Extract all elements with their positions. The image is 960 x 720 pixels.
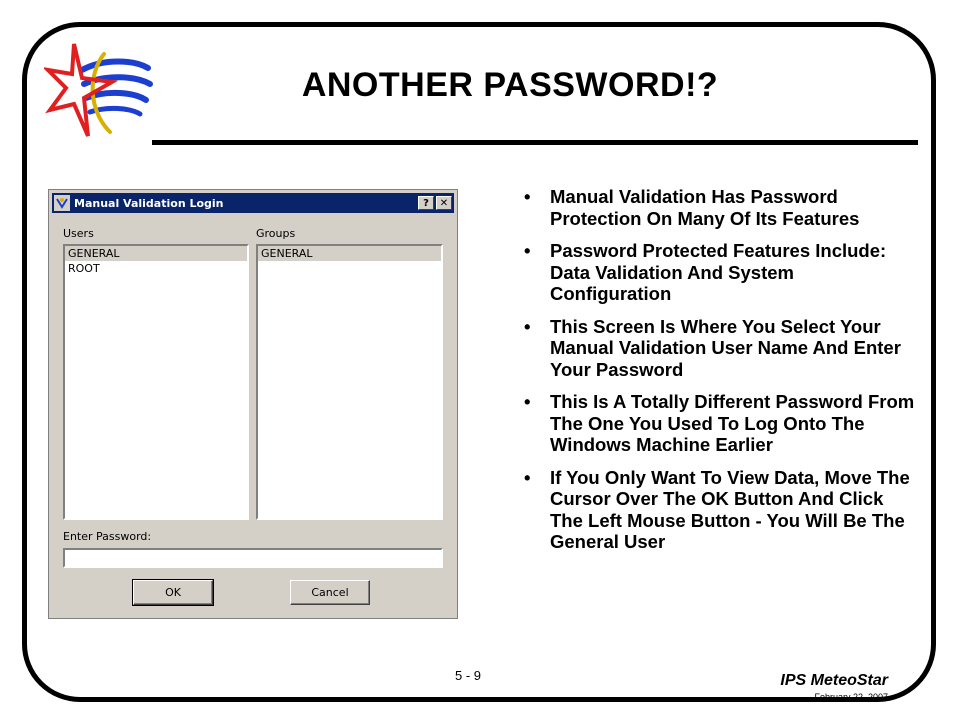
- bullet-text: This Is A Totally Different Password From The One You Used To Log Onto The Windows Machine Earlier: [550, 391, 915, 455]
- manual-validation-login-dialog: [48, 189, 458, 619]
- dialog-app-icon: [54, 195, 70, 211]
- title-divider: [152, 140, 918, 145]
- dialog-titlebar[interactable]: [52, 193, 454, 213]
- users-list-item-general[interactable]: GENERAL: [65, 246, 247, 261]
- bullet-marker: •: [524, 391, 531, 412]
- page-number: 5 - 9: [455, 668, 482, 683]
- password-input[interactable]: [63, 548, 443, 568]
- bullet-item: [524, 186, 919, 229]
- bullet-marker: •: [524, 240, 531, 261]
- bullet-text: Manual Validation Has Password Protection On Many Of Its Features: [550, 186, 860, 229]
- users-listbox[interactable]: [63, 244, 249, 520]
- dialog-title: Manual Validation Login: [74, 196, 224, 210]
- groups-listbox[interactable]: [256, 244, 443, 520]
- brand-name: IPS MeteoStar: [780, 672, 888, 689]
- bullet-list: [524, 186, 919, 564]
- users-label: Users: [63, 227, 94, 240]
- groups-list-item-general[interactable]: GENERAL: [258, 246, 441, 261]
- cancel-button[interactable]: Cancel: [290, 580, 370, 605]
- bullet-text: This Screen Is Where You Select Your Manual Validation User Name And Enter Your Password: [550, 315, 901, 380]
- close-icon[interactable]: ✕: [436, 196, 452, 210]
- bullet-marker: •: [524, 186, 531, 207]
- bullet-item: [524, 391, 919, 456]
- bullet-item: [524, 240, 919, 305]
- meteostar-logo-icon: [44, 40, 154, 140]
- bullet-marker: •: [524, 315, 531, 337]
- slide-title: ANOTHER PASSWORD!?: [301, 66, 719, 104]
- bullet-text: If You Only Want To View Data, Move The Cursor Over The OK Button And Click The Left Mouse Button - You Will Be The General User: [550, 466, 910, 552]
- bullet-marker: •: [524, 466, 531, 488]
- slide-date: February 22, 2007: [814, 692, 888, 702]
- ok-button[interactable]: OK: [133, 580, 213, 605]
- bullet-item: [524, 467, 919, 553]
- password-label: Enter Password:: [63, 530, 152, 543]
- help-icon[interactable]: ?: [418, 196, 434, 210]
- users-list-item-root[interactable]: ROOT: [68, 262, 100, 275]
- bullet-text: Password Protected Features Include: Data Validation And System Configuration: [550, 240, 887, 304]
- groups-label: Groups: [256, 227, 296, 240]
- bullet-item: [524, 316, 919, 381]
